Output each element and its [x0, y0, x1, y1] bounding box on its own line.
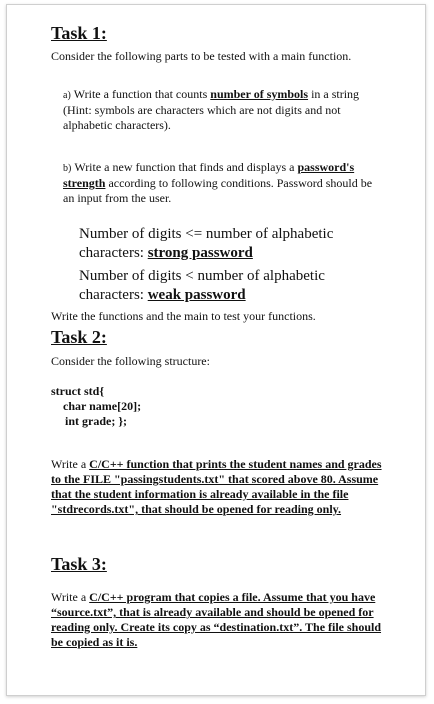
- task3-title: Task 3:: [51, 554, 107, 574]
- struct-code-block: [51, 384, 351, 429]
- task3-description: Write a C/C++ program that copies a file. Assume that you have “source.txt”, that is already available and should be opened for reading only. Create its copy as “destination.txt”. The file should be copied as it is.: [51, 590, 382, 649]
- task1-closing: Write the functions and the main to test your functions.: [51, 309, 316, 323]
- task1-part-a: a) Write a function that counts number of symbols in a string (Hint: symbols are characters which are not digits and not alphabetic characters).: [63, 87, 360, 132]
- part-b-label: b): [63, 163, 72, 174]
- task2-title: Task 2:: [51, 327, 107, 347]
- document-page: [6, 4, 426, 696]
- condition-strong: Number of digits <= number of alphabetic characters: strong password: [79, 226, 334, 261]
- part-a-label: a): [63, 90, 71, 101]
- task1-title: Task 1:: [51, 23, 107, 43]
- part-a-keyword: number of symbols: [210, 87, 309, 101]
- code-line: char name[20];: [63, 399, 142, 413]
- task1-intro: Consider the following parts to be tested with a main function.: [51, 49, 352, 63]
- task2-description: Write a C/C++ function that prints the student names and grades to the FILE "passingstudents.txt" that scored above 80. Assume that the student information is already available in the file "stdrecords.txt", that should be opened for reading only.: [51, 457, 382, 516]
- task2-intro: Consider the following structure:: [51, 354, 210, 368]
- code-line: struct std{: [51, 384, 105, 398]
- code-line: int grade; };: [65, 414, 128, 428]
- part-b-keyword: password's strength: [63, 160, 355, 190]
- condition-weak: Number of digits < number of alphabetic characters: weak password: [79, 268, 325, 303]
- task1-part-b: b) Write a new function that finds and displays a password's strength according to following conditions. Password should be an input from the user.: [63, 160, 373, 205]
